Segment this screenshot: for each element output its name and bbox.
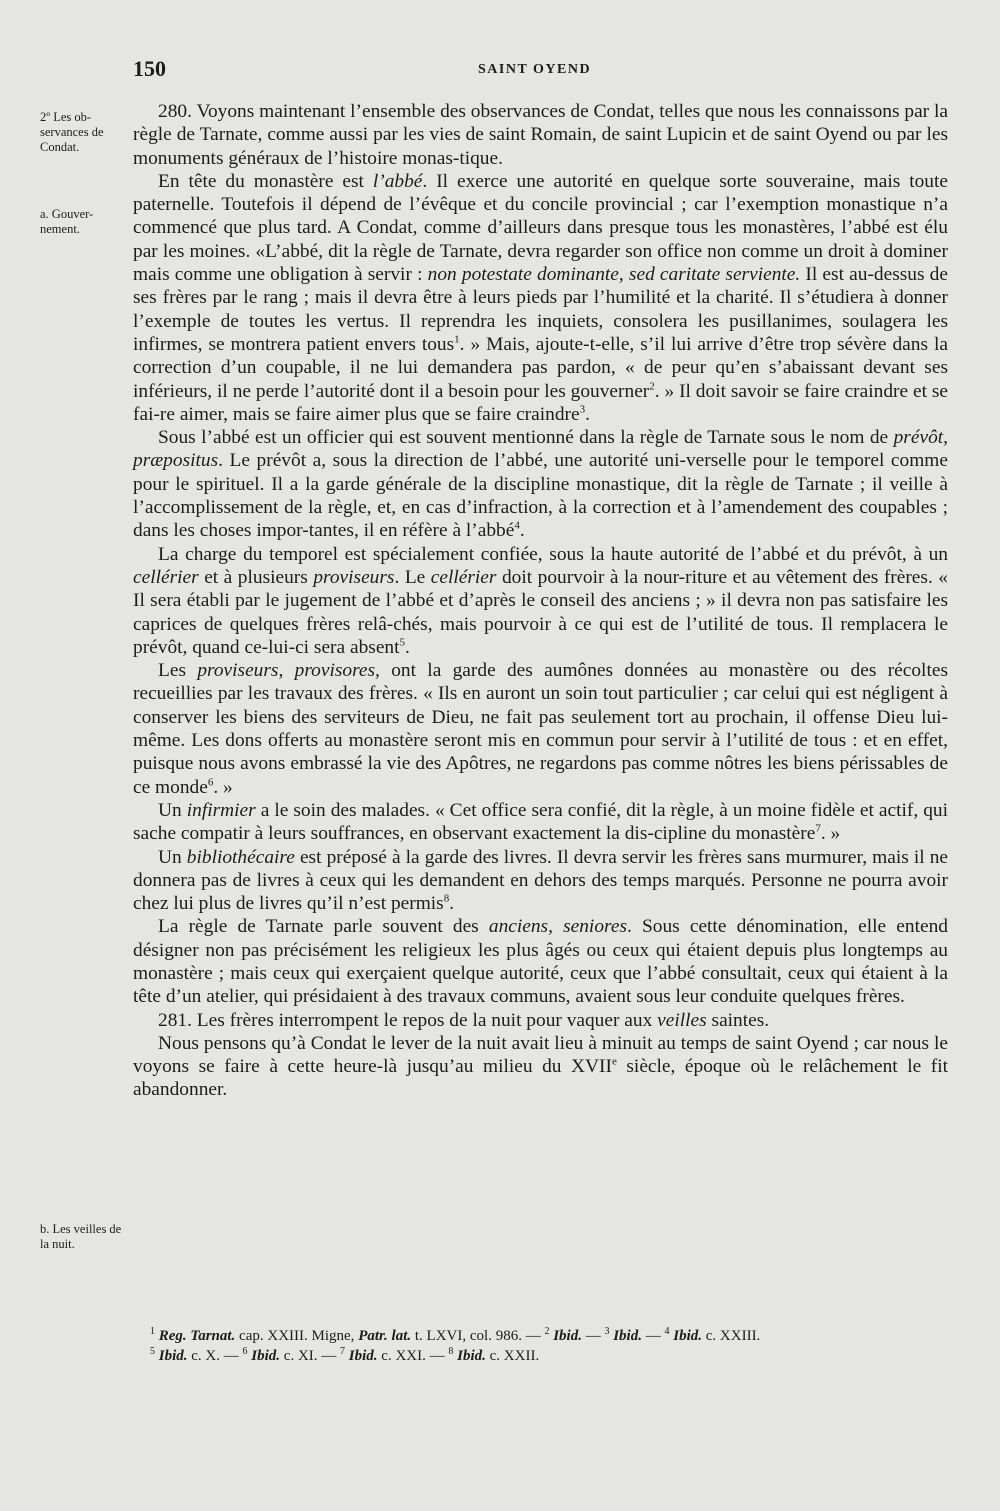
- text-run: c. XXII.: [485, 1348, 540, 1364]
- italic-term: Ibid.: [613, 1328, 642, 1344]
- italic-term: infirmier: [186, 799, 256, 821]
- note-reference: 6: [242, 1346, 248, 1357]
- paragraph-281: [133, 1009, 948, 1032]
- text-run: Nous pensons qu’à Condat le lever de la nuit avait lieu à minuit au temps de saint Oyend ; car nous le voyons se faire à cette heure-là jusqu’au milieu du XVII: [133, 1032, 948, 1078]
- italic-term: Ibid.: [553, 1328, 582, 1344]
- note-reference: 7: [815, 822, 821, 835]
- text-run: La charge du temporel est spécialement confiée, sous la haute autorité de l’abbé et du prévôt, à un: [158, 543, 948, 565]
- running-head: SAINT OYEND: [478, 62, 592, 77]
- page-header: [133, 56, 948, 88]
- paragraph-infirmier: [133, 799, 948, 846]
- text-run: Un: [158, 846, 187, 868]
- text-run: . »: [213, 776, 233, 798]
- text-run: .: [585, 403, 590, 425]
- text-run: 281. Les frères interrompent le repos de la nuit pour vaquer aux: [158, 1009, 658, 1031]
- note-reference: 7: [340, 1346, 346, 1357]
- text-run: .: [519, 520, 525, 542]
- text-run: En tête du monastère est: [158, 170, 373, 192]
- italic-term: non potestate dominante, sed caritate serviente.: [427, 264, 801, 286]
- text-run: . Il exerce une autorité en quelque sorte souveraine, mais toute paternelle. Toutefois il dépend de l’évêque et du concile provincial ; car l’exemption monastique n’a commencé que plus tard. A Condat, comme d’ailleurs dans presque tous les monastères, l’abbé est élu par les moines. «L’abbé, dit la règle de Tarnate, devra regarder son office non comme un droit à dominer mais comme une obligation à servir :: [133, 170, 948, 286]
- paragraph-proviseurs: [133, 659, 948, 799]
- paragraph-280: [133, 100, 948, 170]
- text-run: .: [405, 636, 410, 658]
- margin-note-veilles: b. Les veilles de la nuit.: [40, 1222, 122, 1251]
- text-run: saintes.: [706, 1009, 770, 1031]
- margin-note-observances: 2º Les ob-servances de Condat.: [40, 110, 104, 154]
- text-run: . »: [820, 823, 841, 845]
- italic-term: prévôt, præpositus: [133, 427, 948, 472]
- paragraph-lever-nuit: [133, 1032, 948, 1102]
- text-run: t. LXVI, col. 986. —: [411, 1328, 545, 1344]
- text-run: 280. Voyons maintenant l’ensemble des observances de Condat, telles que nous les connaissons par la règle de Tarnate, comme aussi par les vies de saint Romain, de saint Lupicin et de saint Oyend ou par les monuments généraux de l’histoire monas-tique.: [133, 101, 948, 169]
- note-reference: 4: [664, 1326, 670, 1337]
- italic-term: bibliothécaire: [186, 846, 295, 868]
- italic-term: Ibid.: [348, 1348, 378, 1364]
- italic-term: cellérier: [430, 566, 497, 588]
- text-run: c. XI. —: [280, 1348, 341, 1364]
- text-run: est préposé à la garde des livres. Il devra servir les frères sans murmurer, mais il ne donnera pas de livres à ceux qui les demandent en dehors des temps marqués. Personne ne pourra avoir chez lui plus de livres qu’il n’est permis: [133, 846, 949, 915]
- text-run: siècle, époque où le relâchement le fit abandonner.: [133, 1056, 948, 1101]
- italic-term: Ibid.: [457, 1348, 486, 1364]
- text-run: . Sous cette dénomination, elle entend désigner non pas précisément les religieux les plus âgés ou ceux qui étaient depuis plus longtemps au monastère ; mais ceux qui exerçaient quelque autorité, ceux que l’abbé consultait, ceux qui étaient à la tête d’un atelier, qui présidaient à des travaux communs, avaient sous leur conduite quelques frères.: [133, 916, 948, 1008]
- footnote-line: [150, 1346, 950, 1366]
- italic-term: Reg. Tarnat.: [158, 1328, 236, 1344]
- note-reference: e: [611, 1055, 617, 1068]
- text-run: cap. XXIII. Migne,: [235, 1328, 359, 1344]
- italic-term: Ibid.: [158, 1348, 188, 1364]
- paragraph-bibliothecaire: [133, 846, 948, 916]
- text-run: c. X. —: [187, 1348, 243, 1364]
- body-text: [133, 100, 948, 1102]
- text-run: . » Mais, ajoute-t-elle, s’il lui arrive d’être trop sévère dans la correction d’un coupable, il ne lui demandera pas pardon, « de peur qu’en s’abaissant devant ses inférieurs, il ne perde l’autorité dont il a besoin pour les gouverner: [133, 333, 948, 402]
- text-run: c. XXIII.: [702, 1328, 761, 1344]
- text-run: —: [581, 1328, 605, 1344]
- note-reference: 8: [443, 892, 450, 905]
- note-reference: 1: [150, 1326, 155, 1337]
- note-reference: 2: [544, 1326, 550, 1337]
- note-reference: 5: [399, 636, 406, 649]
- margin-note-gouvernement: a. Gouver-nement.: [40, 207, 94, 236]
- italic-term: anciens, seniores: [488, 916, 627, 938]
- text-run: c. XXI. —: [377, 1348, 449, 1364]
- italic-term: proviseurs: [313, 566, 395, 588]
- text-run: Les: [158, 660, 198, 682]
- note-reference: 3: [604, 1326, 610, 1337]
- italic-term: proviseurs, provisores,: [197, 660, 380, 682]
- text-run: La règle de Tarnate parle souvent des: [158, 916, 489, 938]
- text-run: . Le: [394, 566, 431, 588]
- footnotes: [150, 1326, 950, 1366]
- footnote-line: [150, 1326, 950, 1346]
- italic-term: cellérier: [133, 566, 199, 588]
- text-run: Il est au-dessus de ses frères par le rang ; mais il devra être à leurs pieds par l’humilité et la charité. Il s’étudiera à donner l’exemple de toutes les vertus. Il reprendra les inquiets, consolera les pusillanimes, soulagera les infirmes, se montrera patient envers tous: [133, 264, 948, 355]
- note-reference: 4: [514, 519, 520, 532]
- text-run: ont la garde des aumônes données au monastère ou des récoltes recueillies par les travaux des frères. « Ils en auront un soin tout particulier ; car celui qui est négligent à conserver les biens des serviteurs de Dieu, ne fait pas seulement tort au prochain, il offense Dieu lui-même. Les dons offerts au monastère seront mis en commun pour servir à l’utilité de tous : et en effet, puisque nous avons embrassé la vie des Apôtres, ne regardons pas comme nôtres les biens périssables de ce monde: [133, 660, 948, 798]
- text-run: . Le prévôt a, sous la direction de l’abbé, une autorité uni-verselle pour le temporel comme pour le spirituel. Il a la garde générale de la discipline monastique, dit la règle de Tarnate ; il veille à l’accomplissement de la règle, et, en cas d’infraction, à la correction et à l’amendement des coupables ; dans les choses impor-tantes, il en réfère à l’abbé: [133, 450, 948, 542]
- text-run: Un: [158, 799, 187, 821]
- note-reference: 8: [448, 1346, 454, 1357]
- italic-term: Patr. lat.: [358, 1328, 412, 1344]
- note-reference: 6: [207, 776, 214, 789]
- italic-term: veilles: [657, 1009, 707, 1031]
- text-run: Sous l’abbé est un officier qui est souvent mentionné dans la règle de Tarnate sous le nom de: [158, 427, 894, 449]
- text-run: doit pourvoir à la nour-riture et au vêtement des frères. « Il sera établi par le jugement de l’abbé et d’après le conseil des anciens ; » il devra non pas satisfaire les caprices de quelques frères relâ-chés, mais pourvoir à ce qui est de l’utilité de tous. Il remplacera le prévôt, quand ce-lui-ci sera absent: [133, 566, 949, 658]
- note-reference: 2: [649, 380, 655, 393]
- paragraph-prevot: [133, 426, 948, 542]
- italic-term: l’abbé: [372, 170, 423, 192]
- italic-term: Ibid.: [251, 1348, 281, 1364]
- text-run: .: [449, 893, 455, 915]
- note-reference: 1: [454, 333, 460, 346]
- text-run: a le soin des malades. « Cet office sera confié, dit la règle, à un moine fidèle et actif, qui sache compatir à leurs souffrances, en observant exactement la dis-cipline du monastère: [133, 799, 949, 845]
- text-run: . » Il doit savoir se faire craindre et se fai-re aimer, mais se faire aimer plus que se faire craindre: [133, 380, 948, 425]
- paragraph-cellerier: [133, 543, 948, 659]
- paragraph-anciens: [133, 915, 948, 1008]
- note-reference: 3: [579, 403, 586, 416]
- page-number: 150: [133, 56, 166, 81]
- paragraph-abbe: [133, 170, 948, 426]
- text-run: et à plusieurs: [198, 566, 314, 588]
- italic-term: Ibid.: [673, 1328, 702, 1344]
- text-run: —: [641, 1328, 665, 1344]
- note-reference: 5: [150, 1346, 155, 1357]
